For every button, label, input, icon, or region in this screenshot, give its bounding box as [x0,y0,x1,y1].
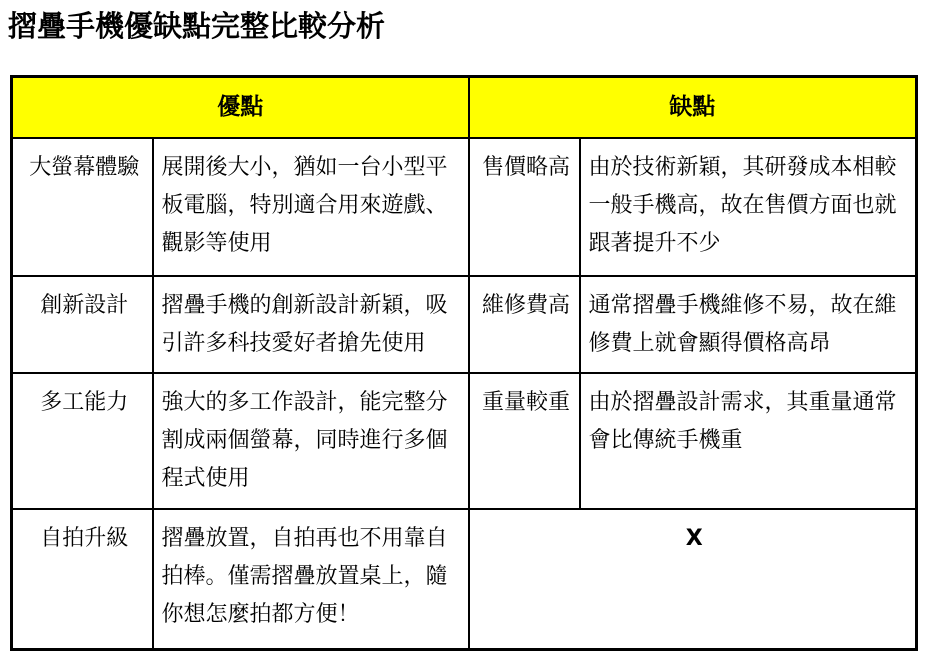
pro-label-cell: 自拍升級 [12,509,153,650]
con-label-cell: 維修費高 [469,276,580,373]
pro-label-cell: 大螢幕體驗 [12,138,153,276]
table-row [12,276,917,373]
con-desc-cell: 由於摺疊設計需求，其重量通常會比傳統手機重 [580,373,917,509]
con-desc-cell: 由於技術新穎，其研發成本相較一般手機高，故在售價方面也就跟著提升不少 [580,138,917,276]
pros-header-cell: 優點 [12,76,469,138]
table-row [12,509,917,650]
page-title: 摺疊手機優缺點完整比較分析 [8,9,386,43]
con-empty-placeholder-cell: X [469,509,917,650]
pro-label-cell: 創新設計 [12,276,153,373]
con-label-cell: 售價略高 [469,138,580,276]
table-row [12,138,917,276]
pro-desc-cell: 強大的多工作設計，能完整分割成兩個螢幕，同時進行多個程式使用 [153,373,469,509]
pro-desc-cell: 展開後大小，猶如一台小型平板電腦，特別適合用來遊戲、觀影等使用 [153,138,469,276]
pros-cons-comparison-table [10,75,918,652]
table-row [12,373,917,509]
pro-desc-cell: 摺疊放置，自拍再也不用靠自拍棒。僅需摺疊放置桌上，隨你想怎麼拍都方便！ [153,509,469,650]
con-label-cell: 重量較重 [469,373,580,509]
pro-label-cell: 多工能力 [12,373,153,509]
cons-header-cell: 缺點 [469,76,917,138]
con-desc-cell: 通常摺疊手機維修不易，故在維修費上就會顯得價格高昂 [580,276,917,373]
table-header-row [12,76,917,138]
pro-desc-cell: 摺疊手機的創新設計新穎，吸引許多科技愛好者搶先使用 [153,276,469,373]
